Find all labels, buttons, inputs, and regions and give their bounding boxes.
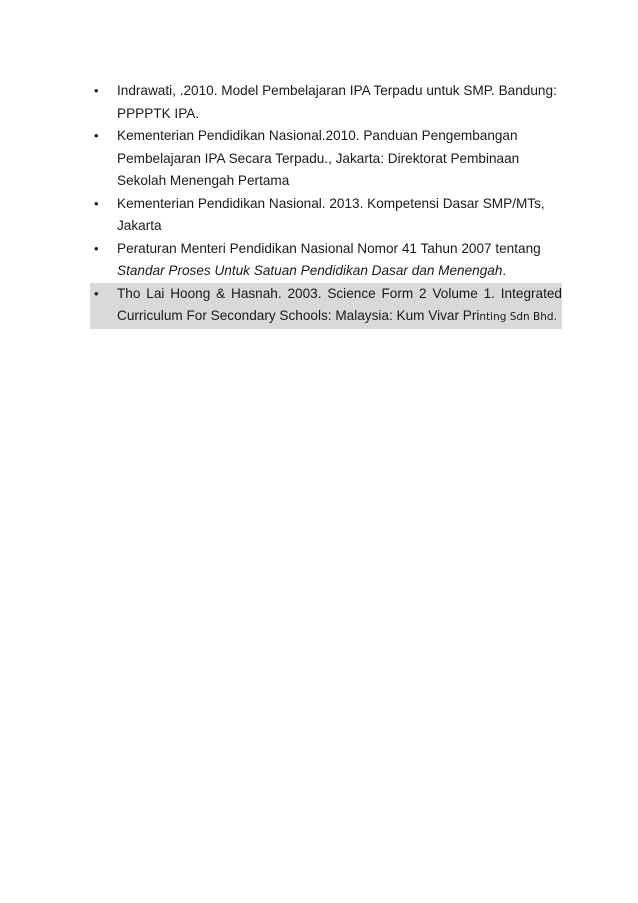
reference-text: Kementerian Pendidikan Nasional. 2013. Kompetensi Dasar SMP/MTs, Jakarta bbox=[117, 195, 545, 233]
reference-list bbox=[90, 80, 562, 329]
bullet-icon: • bbox=[94, 195, 99, 211]
bullet-icon: • bbox=[94, 128, 99, 143]
reference-item bbox=[90, 80, 562, 125]
bullet-icon: • bbox=[94, 285, 99, 301]
reference-item bbox=[90, 193, 562, 238]
reference-suffix: . bbox=[502, 263, 507, 278]
reference-text: Tho Lai Hoong & Hasnah. 2003. Science Form 2 Volume 1. Integrated Curriculum For Secondary Schools: Malaysia: Kum Vivar Pri bbox=[117, 285, 562, 323]
reference-text-alt-font: nting Sdn Bhd. bbox=[479, 311, 557, 323]
reference-item bbox=[90, 125, 562, 193]
reference-text: Peraturan Menteri Pendidikan Nasional Nomor 41 Tahun 2007 tentang bbox=[117, 240, 541, 256]
reference-italic-title: Standar Proses Untuk Satuan Pendidikan Dasar dan Menengah bbox=[117, 263, 503, 278]
bullet-icon: • bbox=[94, 83, 99, 98]
reference-text: Indrawati, .2010. Model Pembelajaran IPA Terpadu untuk SMP. Bandung: PPPPTK IPA. bbox=[117, 83, 557, 121]
reference-item-highlighted bbox=[90, 283, 562, 329]
bullet-icon: • bbox=[94, 240, 99, 256]
reference-item bbox=[90, 238, 562, 283]
reference-text: Kementerian Pendidikan Nasional.2010. Panduan Pengembangan Pembelajaran IPA Secara Terpadu., Jakarta: Direktorat Pembinaan Sekolah Menengah Pertama bbox=[117, 128, 520, 188]
